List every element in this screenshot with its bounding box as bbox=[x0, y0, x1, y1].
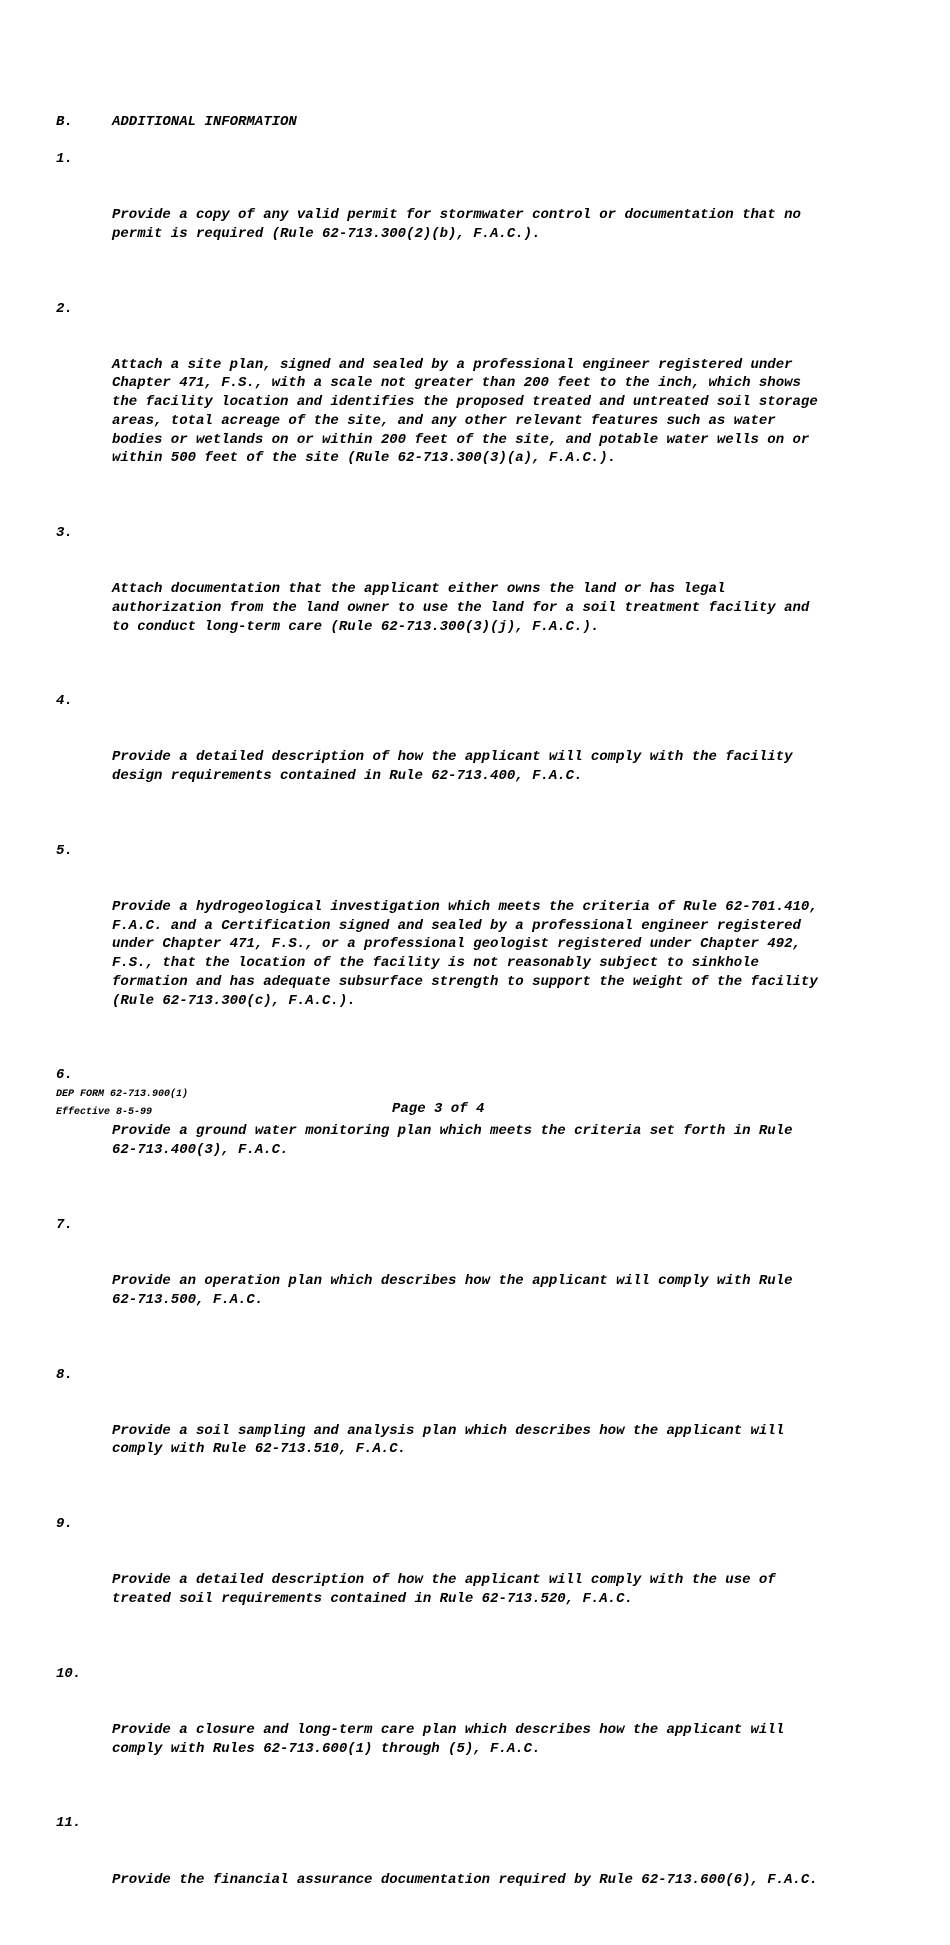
item-number: 4. bbox=[56, 693, 73, 710]
list-item bbox=[56, 1814, 916, 1926]
item-text: Provide a closure and long-term care plan which describes how the applicant will comply with Rules 62-713.600(1) through (5), F.A.C. bbox=[112, 1721, 785, 1757]
item-text: Provide a ground water monitoring plan which meets the criteria set forth in Rule 62-713.400(3), F.A.C. bbox=[112, 1123, 793, 1159]
list-item bbox=[56, 150, 916, 281]
item-number: 9. bbox=[56, 1516, 73, 1533]
section-title: ADDITIONAL INFORMATION bbox=[112, 114, 297, 130]
item-number: 3. bbox=[56, 525, 73, 542]
item-number: 1. bbox=[56, 151, 73, 167]
requirements-list bbox=[56, 150, 916, 1945]
item-text: Provide a soil sampling and analysis plan which describes how the applicant will comply with Rule 62-713.510, F.A.C. bbox=[112, 1422, 785, 1458]
item-number: 6. bbox=[56, 1067, 73, 1084]
effective-date: Effective 8-5-99 bbox=[56, 1106, 153, 1118]
item-number: 5. bbox=[56, 842, 73, 859]
item-text: Provide an operation plan which describes how the applicant will comply with Rule 62-713.500, F.A.C. bbox=[112, 1273, 793, 1308]
item-number: 10. bbox=[56, 1665, 82, 1682]
list-item bbox=[56, 1366, 916, 1497]
item-text: Provide a detailed description of how the applicant will comply with the facility design requirements contained in Rule 62-713.400, F.A.C. bbox=[112, 749, 793, 785]
form-identifier bbox=[56, 1086, 188, 1121]
list-item bbox=[56, 1665, 916, 1796]
list-item bbox=[56, 842, 916, 1048]
item-text: Attach a site plan, signed and sealed by a professional engineer registered under Chapter 471, F.S., with a scale not greater than 200 feet to the inch, which shows the facility location and identifies the proposed treated and untreated soil storage areas, total acreage of the site, and any other relevant features such as water bodies or wetlands on or within 200 feet of the site, and potable water wells on or within 500 feet of the site (Rule 62-713.300(3)(a), F.A.C.). bbox=[112, 356, 818, 467]
list-item bbox=[56, 1515, 916, 1646]
form-number: DEP FORM 62-713.900(1) bbox=[56, 1089, 189, 1100]
item-number: 2. bbox=[56, 300, 73, 317]
item-number: 11. bbox=[56, 1815, 82, 1832]
item-text: Provide a hydrogeological investigation which meets the criteria of Rule 62-701.410, F.A.C. and a Certification signed and sealed by a professional engineer registered under Chapter 471, F.S., or a professional geologist registered under Chapter 492, F.S., that the location of the facility is not reasonably subject to sinkhole formation and has adequate subsurface strength to support the weight of the facility (Rule 62-713.300(c), F.A.C.). bbox=[112, 899, 818, 1009]
item-number: 8. bbox=[56, 1366, 73, 1383]
section-letter: B. bbox=[56, 114, 73, 130]
list-item bbox=[56, 524, 916, 674]
list-item bbox=[56, 300, 916, 506]
item-text: Attach documentation that the applicant either owns the land or has legal authorization from the land owner to use the land for a soil treatment facility and to conduct long-term care (Rule 62-713.300(3)(j), F.A.C.). bbox=[112, 581, 810, 635]
item-text: Provide a detailed description of how the applicant will comply with the use of treated soil requirements contained in Rule 62-713.520, F.A.C. bbox=[112, 1572, 776, 1608]
item-text: Provide the financial assurance documentation required by Rule 62-713.600(6), F.A.C. bbox=[112, 1871, 818, 1888]
page-number: Page 3 of 4 bbox=[392, 1101, 485, 1117]
item-text: Provide a copy of any valid permit for stormwater control or documentation that no permit is required (Rule 62-713.300(2)(b), F.A.C.). bbox=[112, 207, 801, 242]
list-item bbox=[56, 692, 916, 823]
section-heading bbox=[56, 113, 297, 132]
item-number: 7. bbox=[56, 1216, 73, 1233]
list-item bbox=[56, 1216, 916, 1347]
